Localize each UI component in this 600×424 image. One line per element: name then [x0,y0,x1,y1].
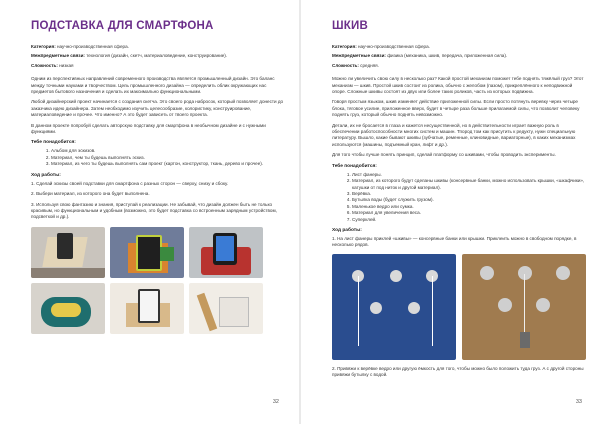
interdisc-value: физика (механика, шкив, передача, приложенная сила). [387,53,508,59]
complexity-line [332,63,586,69]
paragraph: Одним из перспективных направлений современного производства является промышленный дизайн. Это баланс между точными науками и творчеством. Цель промышленного дизайна — определить облик окружающих нас предметов бытового назначения и сделать их максимально функциональными. [31,76,275,95]
step: 2. Выбери материал, из которого она будет выполнена. [31,191,150,197]
list-item: 7. Суперклей. [352,217,586,223]
list-item: 3. Верёвка. [352,191,586,197]
progress-heading: Ход работы: [332,227,362,233]
page-number: 33 [575,399,582,405]
complexity-label: Сложность: [31,62,58,68]
list-item: 2. Материал, чем ты будешь выполнять эскиз. [51,155,287,161]
right-page [301,0,600,424]
interdisc-label: Межпредметные связи: [332,53,386,59]
paragraph: Говоря простым языком, шкив изменяет действие приложенной силы. Если просто потянуть веревку через четыре блока, тяговое усилие, приложенное вверх, будет в четыре раза больше прилагаемой силы, что позволит человеку поднять груз, который обычно поднять невозможно. [332,99,580,118]
complexity-line [31,63,287,69]
paragraph: Детали, их не бросается в глаза и кажется несущественной, но в действительности играет важную роль в обеспечении работоспособности многих систем и машин. Тпород том как присутить к редукту, нужн специальную литературу. Вышло, какие бывают шкивы (зубчатые, ременные, клиновидные, вариаторные), в каких механизмах используются (машины, подъемный кран, лифт и др.). [332,122,576,147]
list-item: 4. Бутылка воды (будет служить грузом). [352,197,586,203]
left-page [0,0,299,424]
step: 3. Используя свою фантазию и знания, приступай к реализации. Не забывай, что дизайн должен быть не только красивым, но функциональным и удобным (возможно, это будет подставка со встроенным зарядным устройством, подсветкой и др.). [31,201,277,220]
photo-pulley-board-blue [332,254,456,360]
category-value: научно-производственная сфера. [57,44,129,49]
paragraph: Для того чтобы лучше понять принцип, сделай платформу со шкивами, чтобы проводить эксперименты. [332,152,556,158]
category-label: Категория: [332,44,357,49]
list-item: 5. Маленькое ведро или сумка. [352,204,586,210]
list-item: 6. Материал для увеличения веса. [352,210,586,216]
paragraph: Можно ли увеличить свою силу в несколько раз? Какой простой механизм поможет тебе поднять тяжёлый груз? Этот механизм — шкив. Простой шкив состоит из ролика, обычно с желобом (пазом), прикреплённого к неподвижной опоре. Сложные шкивы состоят из двух или более таких роликов, часть из которых подвижна. [332,76,584,95]
category-line [31,44,287,50]
step: 1. На лист фанеры приклей «шкивы» — консервные банки или крышки. Приклеить можно в свободном порядке, в несколько рядов. [332,235,577,248]
category-label: Категория: [31,44,56,49]
list-item: 2. Материал, из которого будут сделаны шкивы (консервные банки, можно использовать крышки, «шкафчики», катушки от под ниток и другой материал). [352,178,586,191]
photo-phone-stand-red [189,227,263,278]
category-value: научно-производственная сфера. [358,44,430,49]
photo-phone-stand-blocks [110,227,184,278]
page-title: ПОДСТАВКА ДЛЯ СМАРТФОНА [31,20,214,32]
complexity-value: низкая [59,62,74,68]
list-item: 1. Альбом для эскизов. [51,148,287,154]
step: 1. Сделай эскизы своей подставки для смартфона с разных сторон — сверху, снизу и сбоку. [31,180,229,186]
paragraph: В данном проекте попробуй сделать авторскую подставку для смартфона в необычном дизайне и с нужными функциями. [31,122,266,135]
paragraph: Любой дизайнерский проект начинается с создания скетча. Это своего рода набросок, который позволяет донести до заказчика идею дизайнера. Затем необходимо изучить целесообразие, колористику, конструирование, материаловедение и прочее. Что именно? А это будет зависеть от твоего проекта. [31,99,284,118]
materials-list [31,148,287,167]
interdisciplinary-line [332,53,586,59]
photo-phone-stand-plywood [110,283,184,334]
materials-heading: Тебе понадобится: [31,140,76,146]
interdisc-value: технология (дизайн, скетч, материаловедение, конструирование). [86,53,228,59]
list-item: 3. Материал, из чего ты будешь выполнять сам проект (картон, конструктор, ткань, дерево и прочее). [51,161,287,167]
materials-heading: Тебе понадобится: [332,163,377,169]
progress-heading: Ход работы: [31,172,61,178]
page-number: 32 [272,399,279,405]
complexity-value: средняя. [360,62,379,68]
list-item: 1. Лист фанеры. [352,172,586,178]
photo-pulley-board-wood [462,254,586,360]
interdisciplinary-line [31,53,287,59]
photo-row [332,254,586,360]
complexity-label: Сложность: [332,62,359,68]
page-title: ШКИВ [332,20,368,32]
photo-phone-stand-felt [31,283,105,334]
photo-phone-stand-slat [189,283,263,334]
photo-grid [31,227,287,334]
category-line [332,44,586,50]
interdisc-label: Межпредметные связи: [31,53,85,59]
step: 2. Привяжи к верёвке ведро или другую ёмкость для того, чтобы можно было положить туда груз. А с другой стороны привяжи бутылку с водой. [332,365,584,378]
photo-phone-stand-wood [31,227,105,278]
materials-list [332,172,586,223]
